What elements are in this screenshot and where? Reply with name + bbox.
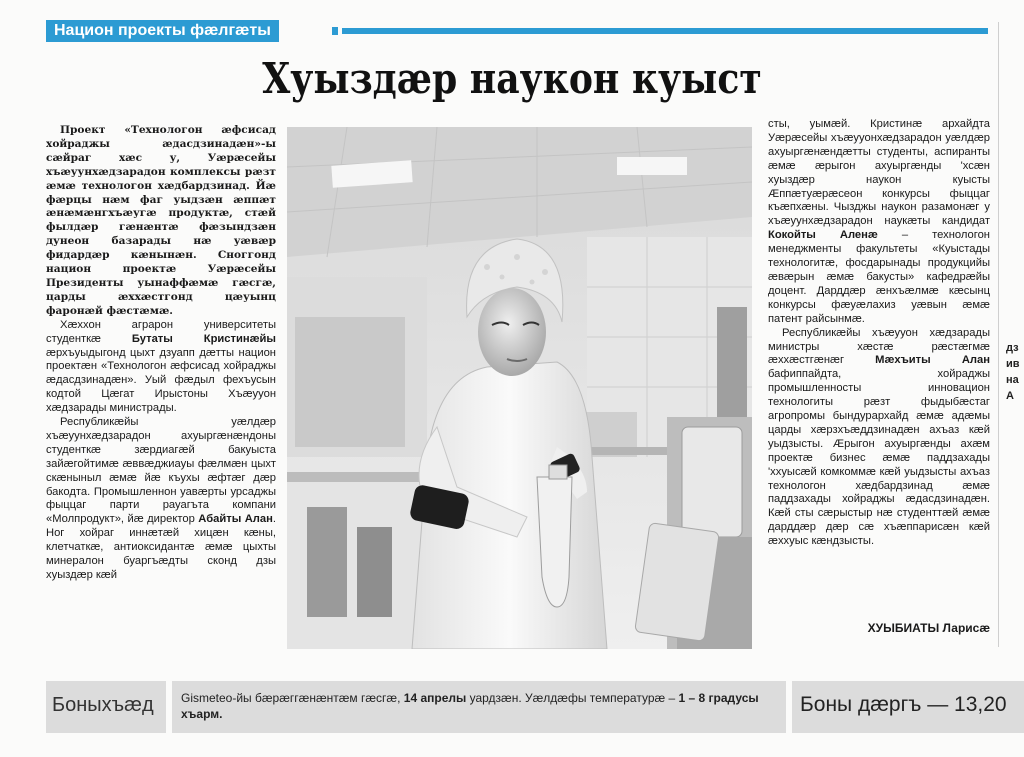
article-column-3 [768,118,990,549]
weather-bar [46,681,1024,733]
author-byline: ХУЫБИАТЫ Ларисæ [867,621,990,635]
person-name: Мæхъиты Алан [875,354,990,367]
rubric-bar [46,20,988,42]
lab-photo [287,127,752,649]
article-column-1 [46,124,276,583]
person-name: Кокойты Аленæ [768,229,878,242]
day-length-box [792,681,1024,733]
text: Хæххон аграрон университеты студенткæ [46,318,276,345]
headline: Хуыздæр наукон куыст [262,54,762,103]
text: бафиппайдта, хойраджы промышленносты инновацион технологиты рæзт фыдыбæстаг агропромы бындурархайд æмæ адæмы царды хæрзхъæддзинадæн ахъаз кæй уыдзысты. Æрыгон ахуыргæнды ахæм проектæ бизнес æмæ паддзахады 'ххуысæй комкоммæ кæй уыдзысты ахъаз технологон хæдбардзинад æмæ паддзахады хойраджы æдасдзинадæн. Кæй сты сæрыстыр нæ студенттæй æмæ дарддæр дæр сæ хъæппарисæн кæй æххуыс кæндзысты. [768,368,990,548]
paragraph [46,416,276,583]
day-length: Боны дæргъ — 13,20 [800,693,1007,716]
lab-photo-illustration [287,127,752,649]
rubric-line [342,28,988,34]
text: æрхъуыдыгонд цыхт дзуапп дæтты национ проектæн «Технологон æфсисад хойраджы æдасдзинадæн». Уый фæдыл фехъусын кодтой Цæгат Ирыстоны Хъæууон хæдзарады министрады. [46,346,276,415]
text: Республикæйы хъæууон хæдзарады министры хæстæ рæстæгмæ æххæстгæнæг [768,326,990,367]
forecast-box [172,681,786,733]
rubric-label: Национ проекты фæлгæты [46,20,279,42]
text: . Ног хойраг иннæтæй хицæн кæны, клетчаткæ, антиоксидантæ æмæ цыхты минералон буаргъæдты сконд дзы хуыздæр кæй [46,513,277,581]
text: сты, уымæй. Кристинæ архайдта Уæрæсейы хъæууонхæдзарадон уæлдæр ахуыргæнæндæтты студенты, аспиранты æмæ æрыгон ахуыргæнды 'хсæн хуыздæр наукон куысты Æппæтуæрæсеон конкурсы фыццаг къæпхæны. Чызджы наукон разамонæг у хъæуунхæдзарадон наукæты кандидат [768,118,990,228]
adjacent-article-fragment [998,150,1024,650]
person-name: Абайты Алан [198,513,273,526]
weather-title-box [46,681,166,733]
weather-title: Боныхъæд [52,694,154,716]
paragraph [768,327,990,550]
paragraph [768,118,990,327]
text: Республикæйы уæлдæр хъæуунхæдзарадон ахуыргæнæндоны студенткæ зæрдиагæй бакуыста зайæгойтимæ æввæджиауы фæлмæн цыхт скæныныл æмæ йæ къухы æфтæг дæр бакодта. Промышленнон уавæрты урсаджы фыццаг парти рауагъта компани «Молпродукт», йæ директор [46,416,276,526]
forecast-text: Gismeteo-йы бæрæггæнæнтæм гæсгæ, 14 апрелы уардзæн. Уæлдæфы температурæ – 1 – 8 градусы хъарм. [181,691,759,721]
text: – технологон менеджменты факультеты «Куыстады технологитæ, фосдарынады продукцийы æвæрын æмæ бакусты» кафедрæйы доцент. Дарддæр æнхъæлмæ кæсынц конкурсы фæуæлахиз уæвын æмæ патент райсынмæ. [768,229,990,325]
fragment-text: дз ив на А [1006,342,1020,402]
person-name: Бутаты Кристинæйы [131,332,276,345]
paragraph [46,319,276,416]
lead-paragraph: Проект «Технологон æфсисад хойраджы æдасдзинадæн»-ы сæйраг хæс у, Уæрæсейы хъæуунхæдзарадон комплексы рæзт æмæ технологон хæдбардзинад. Йæ фæрцы нæм фаг уыдзæн æппæт æнæмæнгхъæугæ продуктæ, стæй фылдæр гæнæнтæ фæзындзæн дунеон базарады нæ уæвæр фидардæр кæнынæн. Сноггонд национ проектæ Уæрæсейы Президенты уынаффæмæ гæсгæ, царды æххæстгонд цæуынц фаронæй фæстæмæ. [46,124,276,317]
